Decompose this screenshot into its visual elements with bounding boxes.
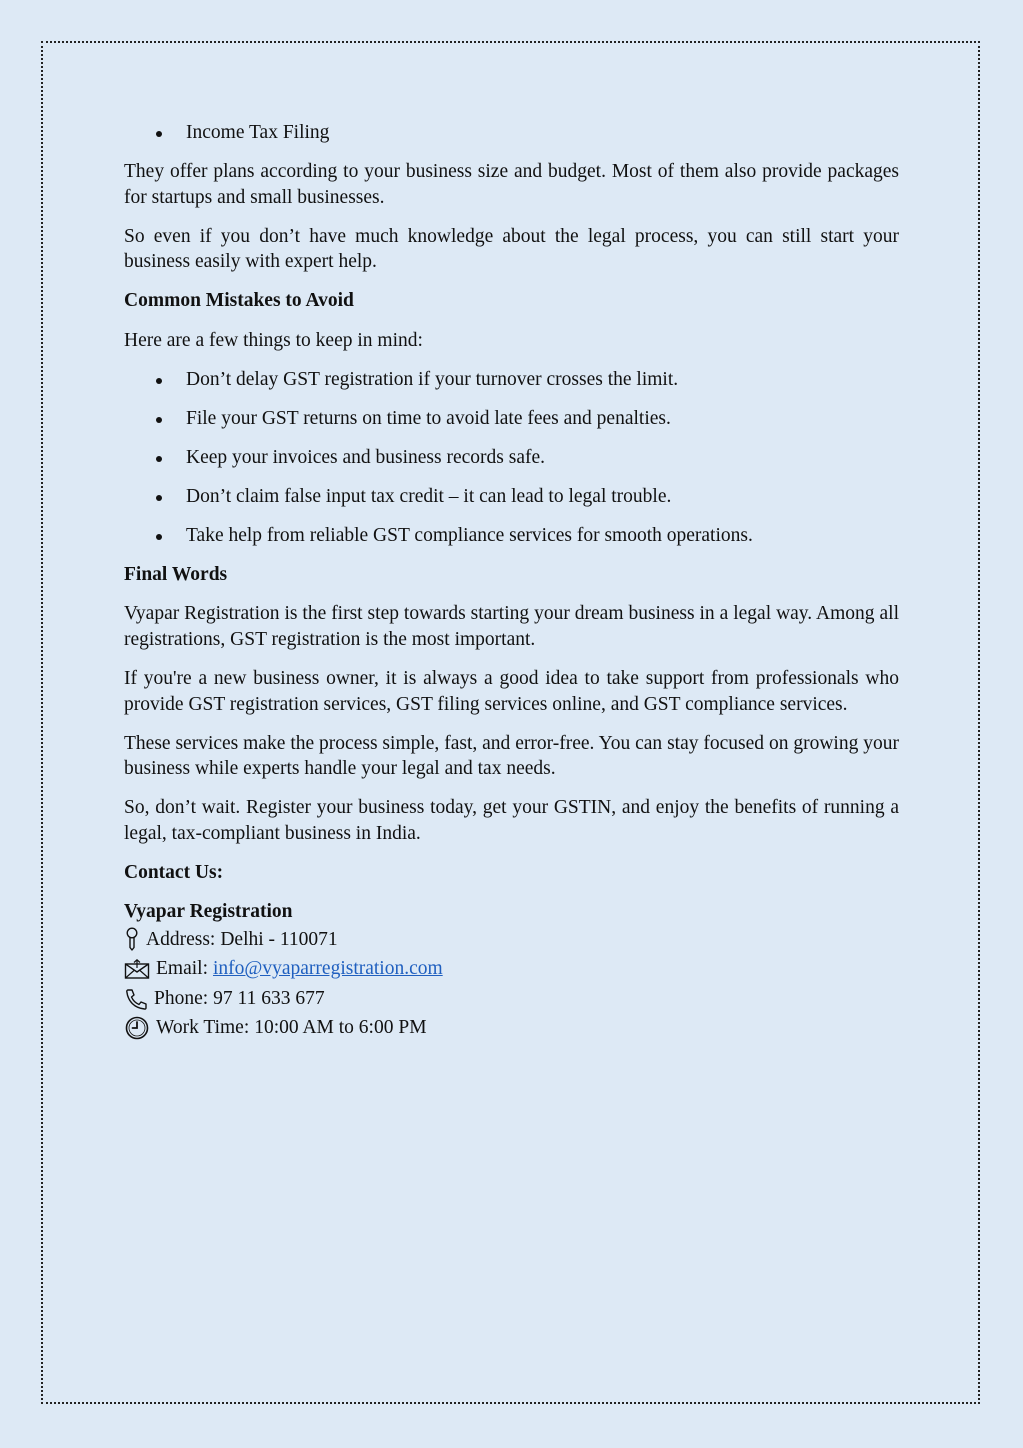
paragraph-expert-help: So even if you don’t have much knowledge about the legal process, you can still start your business easily with expert help.	[124, 225, 899, 273]
final-paragraph: If you're a new business owner, it is always a good idea to take support from professionals who provide GST registration services, GST filing services online, and GST compliance services.	[124, 667, 899, 715]
address-label: Address:	[146, 928, 216, 950]
email-link[interactable]: info@vyaparregistration.com	[213, 958, 443, 980]
worktime-value: 10:00 AM to 6:00 PM	[254, 1017, 427, 1039]
worktime-label: Work Time:	[156, 1017, 250, 1039]
paragraph-plans: They offer plans according to your business size and budget. Most of them also provide packages for startups and small businesses.	[124, 161, 899, 208]
list-item: Take help from reliable GST compliance services for smooth operations.	[124, 523, 899, 549]
list-item: Don’t delay GST registration if your turnover crosses the limit.	[124, 367, 899, 393]
email-label: Email:	[156, 958, 208, 980]
list-item: File your GST returns on time to avoid late fees and penalties.	[124, 406, 899, 432]
mistakes-list	[124, 367, 899, 549]
phone-label: Phone:	[154, 987, 209, 1009]
heading-common-mistakes: Common Mistakes to Avoid	[124, 290, 354, 312]
heading-final-words: Final Words	[124, 564, 228, 586]
services-list	[124, 120, 899, 146]
address-value: Delhi - 110071	[220, 928, 338, 950]
clock-icon	[124, 1016, 150, 1040]
contact-phone	[124, 984, 899, 1014]
contact-worktime	[124, 1013, 899, 1043]
phone-icon	[124, 988, 148, 1010]
mistakes-lead: Here are a few things to keep in mind:	[124, 329, 423, 351]
contact-address	[124, 925, 899, 955]
heading-contact-us: Contact Us:	[124, 861, 224, 883]
location-pin-icon	[124, 927, 140, 951]
phone-value: 97 11 633 677	[213, 987, 325, 1009]
final-paragraph: So, don’t wait. Register your business today, get your GSTIN, and enjoy the benefits of running a legal, tax-compliant business in India.	[124, 797, 899, 844]
envelope-icon	[124, 959, 150, 979]
final-paragraph: Vyapar Registration is the first step towards starting your dream business in a legal way. Among all registrations, GST registration is the most important.	[124, 603, 899, 650]
document-content	[124, 120, 899, 1043]
list-item: Income Tax Filing	[124, 120, 899, 146]
company-name: Vyapar Registration	[124, 901, 293, 923]
list-item: Keep your invoices and business records safe.	[124, 445, 899, 471]
list-item: Don’t claim false input tax credit – it can lead to legal trouble.	[124, 484, 899, 510]
final-paragraph: These services make the process simple, fast, and error-free. You can stay focused on growing your business while experts handle your legal and tax needs.	[124, 732, 899, 780]
contact-email	[124, 954, 899, 984]
